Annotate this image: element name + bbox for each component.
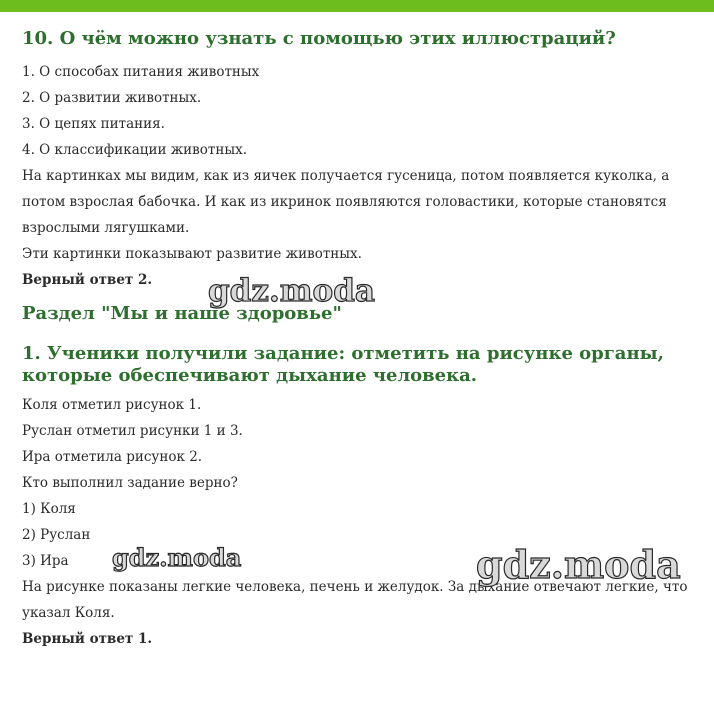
question-1-line: Руслан отметил рисунки 1 и 3. (22, 423, 243, 439)
question-1-line: 3) Ира (22, 553, 69, 569)
top-accent-bar (0, 0, 714, 12)
question-1-explanation: На рисунке показаны легкие человека, печень и желудок. За дыхание отвечают легкие, что указал Коля. (22, 579, 688, 621)
question-1-answer: Верный ответ 1. (22, 631, 153, 647)
question-10-option: 2. О развитии животных. (22, 90, 202, 106)
question-10-option: 4. О классификации животных. (22, 142, 247, 158)
section-title: Раздел "Мы и наше здоровье" (22, 303, 342, 324)
question-10-answer: Верный ответ 2. (22, 272, 153, 288)
question-10-option: 1. О способах питания животных (22, 64, 260, 80)
question-1-title: 1. Ученики получили задание: отметить на рисунке органы, которые обеспечивают дыхание человека. (22, 343, 664, 386)
question-1-line: 2) Руслан (22, 527, 91, 543)
question-10-title: 10. О чём можно узнать с помощью этих иллюстраций? (22, 28, 616, 49)
question-1-line: Коля отметил рисунок 1. (22, 397, 202, 413)
question-1-line: Кто выполнил задание верно? (22, 475, 238, 491)
watermark: gdz.moda (476, 542, 681, 587)
question-1-line: 1) Коля (22, 501, 76, 517)
question-1-line: Ира отметила рисунок 2. (22, 449, 203, 465)
watermark: gdz.moda (208, 273, 375, 309)
watermark: gdz.moda (112, 543, 242, 572)
question-10-option: 3. О цепях питания. (22, 116, 165, 132)
question-10-summary: Эти картинки показывают развитие животных. (22, 246, 362, 262)
question-10-explanation: На картинках мы видим, как из яичек получается гусеница, потом появляется куколка, а потом взрослая бабочка. И как из икринок появляются головастики, которые становятся взрослыми лягушками. (22, 168, 670, 236)
